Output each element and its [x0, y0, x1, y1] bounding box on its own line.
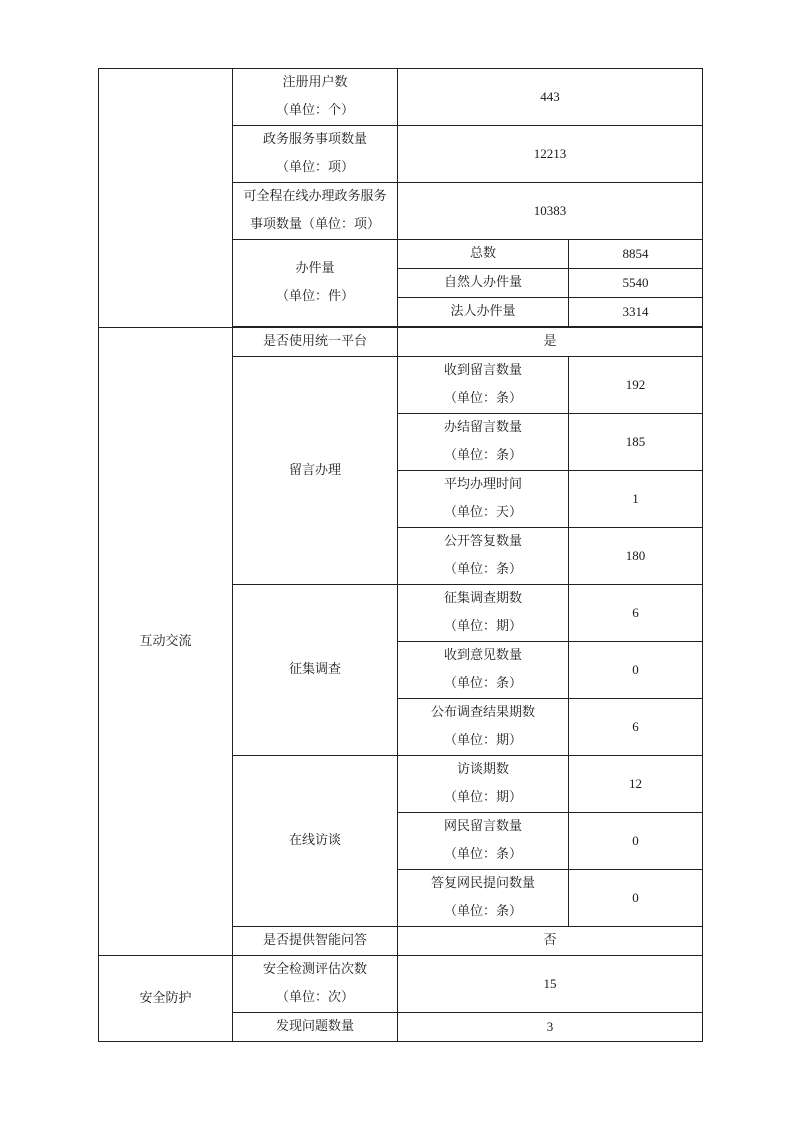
messages-item-value: 1	[569, 471, 703, 528]
interviews-item-value: 12	[569, 756, 703, 813]
service-items-value: 12213	[398, 126, 703, 183]
section-cell-empty	[99, 69, 233, 328]
case-volume-label: 办件量	[295, 261, 335, 276]
messages-item-label-cell	[398, 528, 569, 585]
interaction-section: 互动交流	[99, 328, 233, 956]
messages-item-label: 公开答复数量	[443, 534, 522, 549]
online-items-unit: 事项数量（单位：项）	[249, 217, 380, 232]
interviews-item-label-cell	[398, 870, 569, 927]
messages-label: 留言办理	[233, 357, 398, 585]
messages-item-label-cell	[398, 357, 569, 414]
interviews-item-label-cell	[398, 813, 569, 870]
online-items-label: 可全程在线办理政务服务	[243, 189, 387, 204]
security-issues-value: 3	[398, 1013, 703, 1042]
survey-item-label: 公布调查结果期数	[430, 705, 535, 720]
interviews-label: 在线访谈	[233, 756, 398, 927]
survey-item-value: 6	[569, 699, 703, 756]
interviews-item-value: 0	[569, 813, 703, 870]
security-checks-label-cell	[233, 956, 398, 1013]
messages-item-label: 办结留言数量	[443, 420, 522, 435]
messages-item-unit: （单位：条）	[443, 391, 522, 406]
interviews-item-unit: （单位：条）	[443, 847, 522, 862]
online-items-value: 10383	[398, 183, 703, 240]
interviews-item-label: 网民留言数量	[443, 819, 522, 834]
survey-item-value: 6	[569, 585, 703, 642]
registered-users-unit: （单位：个）	[275, 103, 354, 118]
messages-item-value: 185	[569, 414, 703, 471]
messages-item-label-cell	[398, 414, 569, 471]
messages-item-unit: （单位：天）	[443, 505, 522, 520]
service-items-unit: （单位：项）	[275, 160, 354, 175]
registered-users-value: 443	[398, 69, 703, 126]
security-checks-value: 15	[398, 956, 703, 1013]
registered-users-label-cell	[233, 69, 398, 126]
security-issues-label: 发现问题数量	[233, 1013, 398, 1042]
survey-item-label: 征集调查期数	[443, 591, 522, 606]
case-total-label: 总数	[398, 240, 569, 269]
interviews-item-label: 答复网民提问数量	[430, 876, 535, 891]
interviews-item-label: 访谈期数	[456, 762, 509, 777]
survey-label: 征集调查	[233, 585, 398, 756]
survey-item-value: 0	[569, 642, 703, 699]
survey-item-unit: （单位：期）	[443, 619, 522, 634]
smart-qa-value: 否	[398, 927, 703, 956]
registered-users-label: 注册用户数	[282, 75, 348, 90]
case-legal-value: 3314	[569, 298, 703, 327]
unified-platform-label: 是否使用统一平台	[233, 328, 398, 357]
messages-item-unit: （单位：条）	[443, 562, 522, 577]
table-row-security-checks	[99, 956, 703, 1013]
messages-item-unit: （单位：条）	[443, 448, 522, 463]
online-items-label-cell	[233, 183, 398, 240]
messages-item-label: 平均办理时间	[443, 477, 522, 492]
survey-item-label-cell	[398, 585, 569, 642]
table-row-registered-users	[99, 69, 703, 126]
statistics-table	[98, 68, 703, 1042]
messages-item-value: 192	[569, 357, 703, 414]
case-total-value: 8854	[569, 240, 703, 269]
table-row-unified-platform	[99, 328, 703, 357]
survey-item-label-cell	[398, 699, 569, 756]
messages-item-label: 收到留言数量	[443, 363, 522, 378]
interviews-item-unit: （单位：期）	[443, 790, 522, 805]
interviews-item-label-cell	[398, 756, 569, 813]
messages-item-label-cell	[398, 471, 569, 528]
smart-qa-label: 是否提供智能问答	[233, 927, 398, 956]
unified-platform-value: 是	[398, 328, 703, 357]
service-items-label-cell	[233, 126, 398, 183]
messages-item-value: 180	[569, 528, 703, 585]
case-volume-label-cell	[233, 240, 398, 327]
survey-item-unit: （单位：条）	[443, 676, 522, 691]
security-section: 安全防护	[99, 956, 233, 1042]
service-items-label: 政务服务事项数量	[262, 132, 367, 147]
case-natural-label: 自然人办件量	[398, 269, 569, 298]
interviews-item-value: 0	[569, 870, 703, 927]
survey-item-label-cell	[398, 642, 569, 699]
survey-item-unit: （单位：期）	[443, 733, 522, 748]
security-checks-label: 安全检测评估次数	[262, 962, 367, 977]
interviews-item-unit: （单位：条）	[443, 904, 522, 919]
security-checks-unit: （单位：次）	[275, 990, 354, 1005]
survey-item-label: 收到意见数量	[443, 648, 522, 663]
case-legal-label: 法人办件量	[398, 298, 569, 327]
case-volume-unit: （单位：件）	[275, 289, 354, 304]
case-natural-value: 5540	[569, 269, 703, 298]
